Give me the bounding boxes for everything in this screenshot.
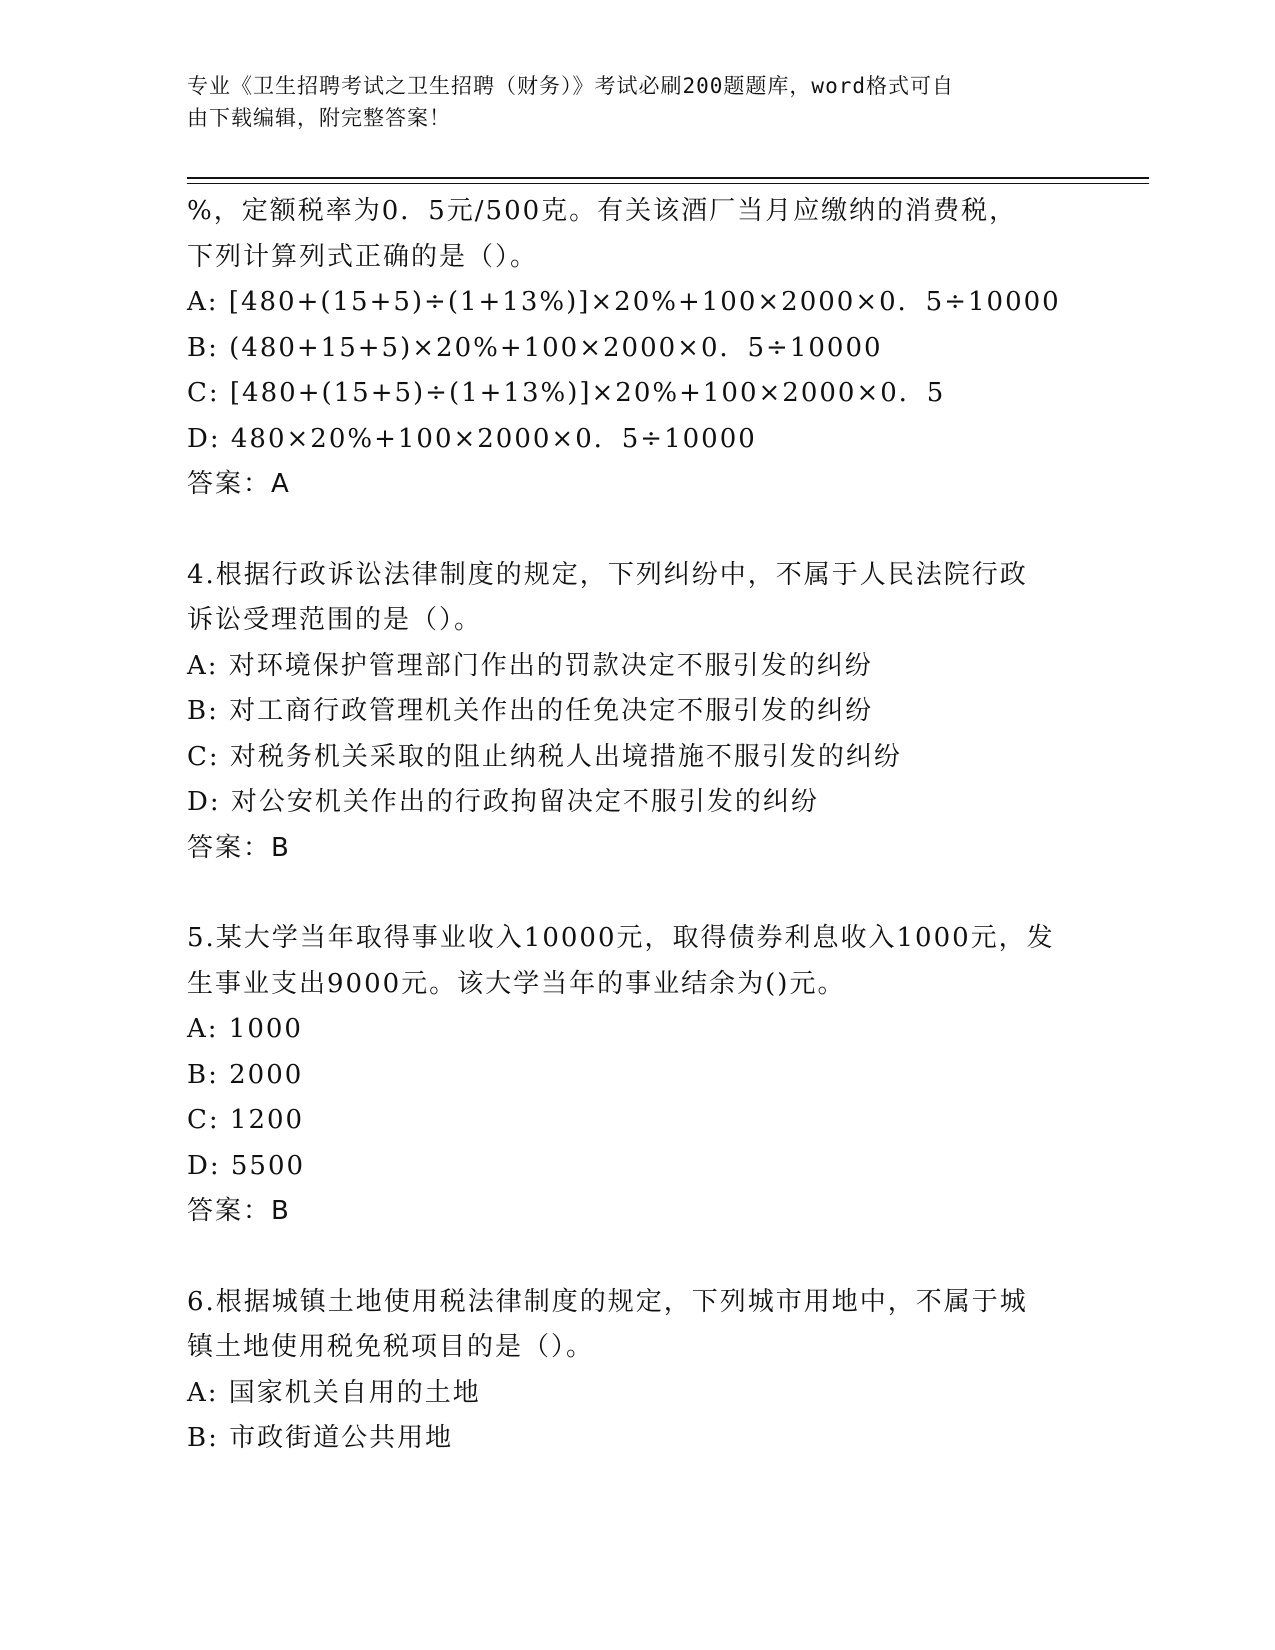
question-3-option-a: A: [480+(15+5)÷(1+13%)]×20%+100×2000×0．5÷10000 <box>187 287 1061 317</box>
question-6-text-line-2: 镇土地使用税免税项目的是（）。 <box>187 1332 595 1362</box>
question-content <box>187 189 1087 1462</box>
spacer <box>187 508 1087 553</box>
question-5-answer: 答案：B <box>187 1196 291 1226</box>
question-4-block <box>187 553 1087 872</box>
question-4-option-d: D: 对公安机关作出的行政拘留决定不服引发的纠纷 <box>187 787 819 817</box>
question-5-text-line-2: 生事业支出9000元。该大学当年的事业结余为()元。 <box>187 968 846 999</box>
spacer <box>187 1235 1087 1280</box>
question-3-text-line-2: 下列计算列式正确的是（）。 <box>187 241 539 272</box>
question-5-text-line-1: 5.某大学当年取得事业收入10000元，取得债券利息收入1000元，发 <box>187 923 1055 953</box>
question-4-option-b: B: 对工商行政管理机关作出的任免决定不服引发的纠纷 <box>187 696 874 726</box>
document-header <box>187 70 1087 134</box>
question-4-answer: 答案：B <box>187 832 291 863</box>
question-3-answer: 答案：A <box>187 469 291 499</box>
question-5-block <box>187 916 1087 1235</box>
question-5-option-c: C: 1200 <box>187 1105 305 1135</box>
question-4-option-c: C: 对税务机关采取的阻止纳税人出境措施不服引发的纠纷 <box>187 741 902 772</box>
spacer <box>187 871 1087 916</box>
question-5-option-d: D: 5500 <box>187 1150 306 1181</box>
question-3-option-c: C: [480+(15+5)÷(1+13%)]×20%+100×2000×0．5 <box>187 378 946 408</box>
header-title-line-1: 专业《卫生招聘考试之卫生招聘（财务）》考试必刷200题题库，word格式可自 <box>187 74 954 98</box>
question-3-block <box>187 189 1087 508</box>
question-6-block <box>187 1280 1087 1462</box>
header-rule-thick <box>187 177 1149 179</box>
header-rule-thin <box>187 183 1149 184</box>
question-6-text-line-1: 6.根据城镇土地使用税法律制度的规定，下列城市用地中，不属于城 <box>187 1286 1028 1317</box>
question-4-text-line-1: 4.根据行政诉讼法律制度的规定，下列纠纷中，不属于人民法院行政 <box>187 559 1028 590</box>
question-6-option-a: A: 国家机关自用的土地 <box>187 1377 481 1408</box>
question-3-option-d: D: 480×20%+100×2000×0．5÷10000 <box>187 423 757 454</box>
question-5-option-a: A: 1000 <box>187 1014 303 1044</box>
question-4-option-a: A: 对环境保护管理部门作出的罚款决定不服引发的纠纷 <box>187 650 873 681</box>
header-title-line-2: 由下载编辑，附完整答案！ <box>187 106 451 130</box>
question-3-option-b: B: (480+15+5)×20%+100×2000×0．5÷10000 <box>187 332 883 363</box>
question-3-text-line-1: %，定额税率为0．5元/500克。有关该酒厂当月应缴纳的消费税， <box>187 196 1018 226</box>
question-4-text-line-2: 诉讼受理范围的是（）。 <box>187 605 483 635</box>
question-5-option-b: B: 2000 <box>187 1059 304 1090</box>
question-6-option-b: B: 市政街道公共用地 <box>187 1423 454 1453</box>
